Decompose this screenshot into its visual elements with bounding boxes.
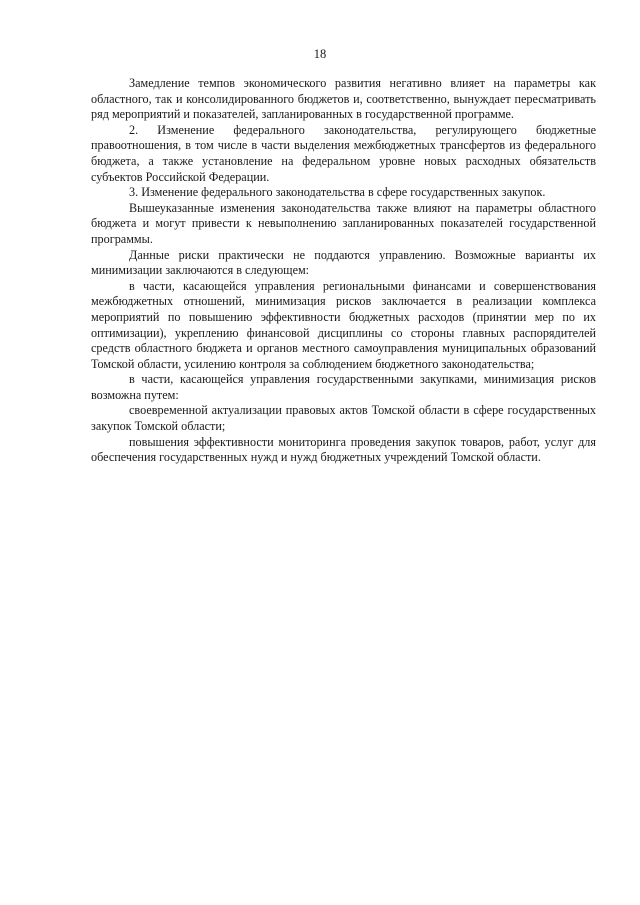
- paragraph-monitoring-efficiency: повышения эффективности мониторинга проведения закупок товаров, работ, услуг для обеспечения государственных нужд и нужд бюджетных учреждений Томской области.: [91, 434, 596, 465]
- paragraph-risk-minimization-intro: Данные риски практически не поддаются управлению. Возможные варианты их минимизации заключаются в следующем:: [91, 247, 596, 278]
- paragraph-procurement-law: 3. Изменение федерального законодательства в сфере государственных закупок.: [129, 185, 546, 200]
- paragraph-law-impact: Вышеуказанные изменения законодательства также влияют на параметры областного бюджета и могут привести к невыполнению запланированных показателей государственной программы.: [91, 200, 596, 246]
- paragraph-legal-acts-update: своевременной актуализации правовых актов Томской области в сфере государственных закупок Томской области;: [91, 403, 596, 434]
- page-number: 18: [313, 47, 327, 61]
- paragraph-procurement-management: в части, касающейся управления государственными закупками, минимизация рисков возможна путем:: [91, 372, 596, 402]
- paragraph-economic-slowdown: Замедление темпов экономического развития негативно влияет на параметры как областного, так и консолидированного бюджетов и, соответственно, вынуждает пересматривать ряд мероприятий и показателей, запланированных в государственной программе.: [91, 76, 596, 122]
- paragraph-regional-finance: в части, касающейся управления региональными финансами и совершенствования межбюджетных отношений, минимизация рисков заключается в реализации комплекса мероприятий по повышению эффективности бюджетных расходов (принятии мер по их оптимизации), укреплению финансовой дисциплины со стороны главных распорядителей средств областного бюджета и органов местного самоуправления муниципальных образований Томской области, усилению контроля за соблюдением бюджетного законодательства;: [91, 278, 596, 371]
- paragraph-federal-budget-law: 2. Изменение федерального законодательства, регулирующего бюджетные правоотношения, в том числе в части выделения межбюджетных трансфертов из федерального бюджета, а также установление на федеральном уровне новых расходных обязательств субъектов Российской Федерации.: [91, 122, 596, 184]
- document-body: [91, 76, 596, 466]
